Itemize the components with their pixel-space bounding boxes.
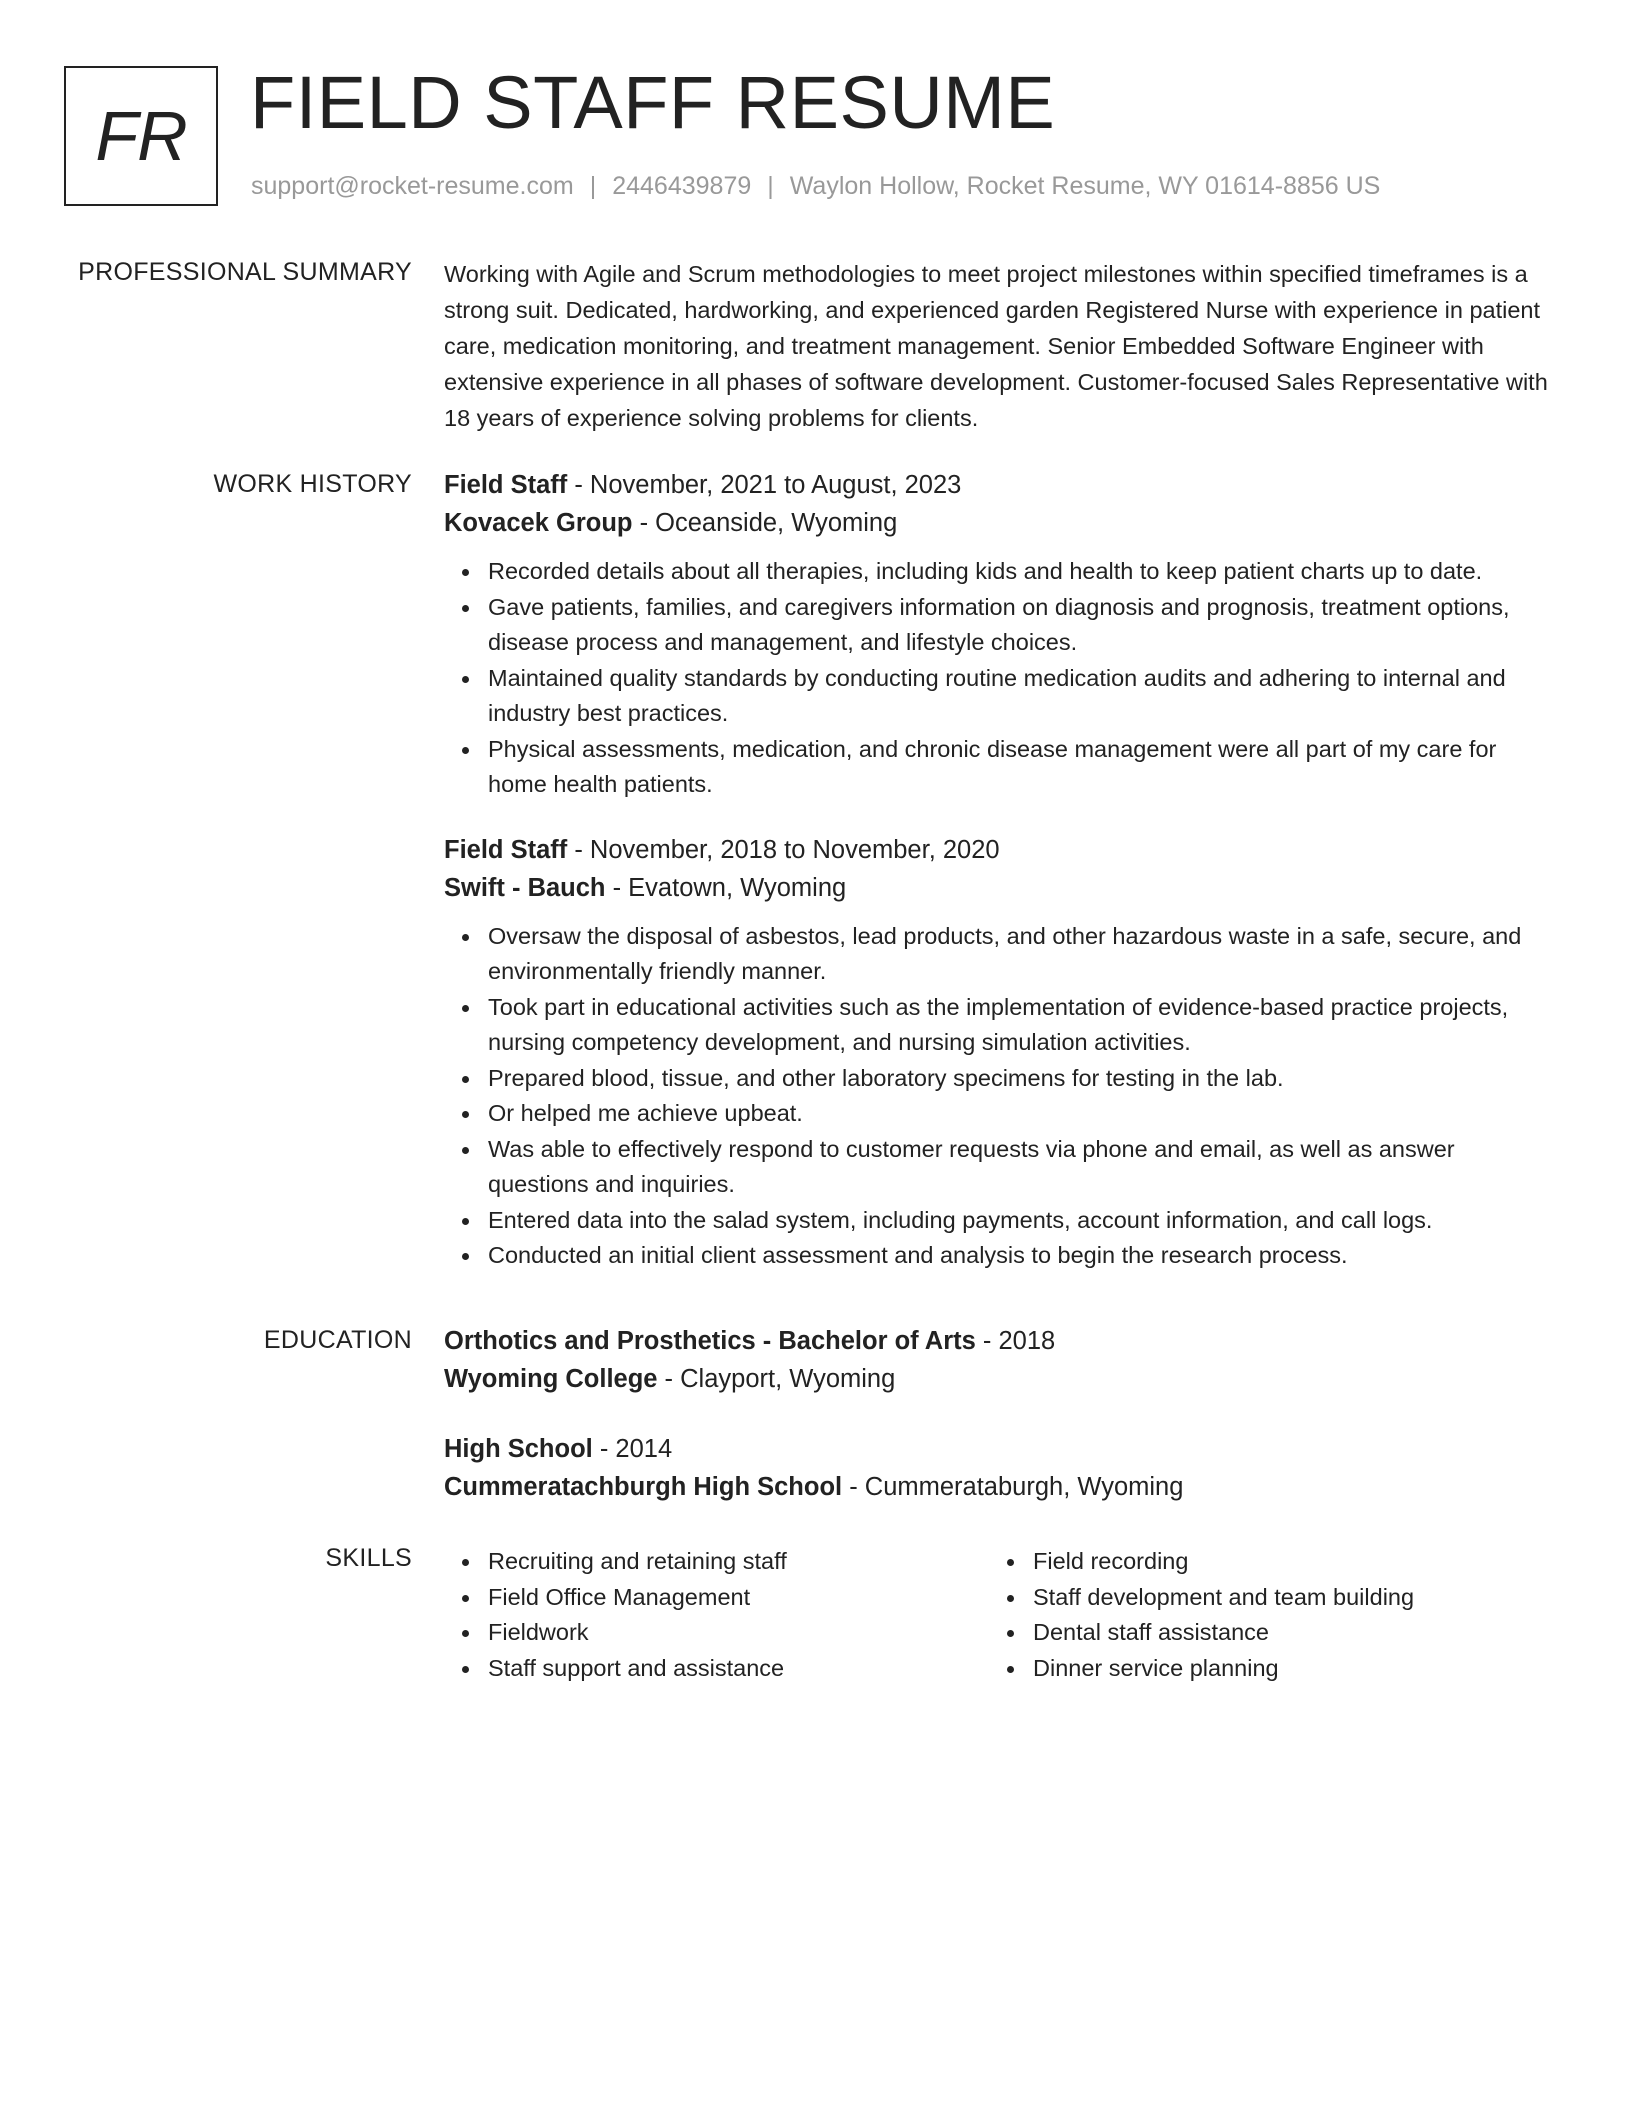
contact-separator: |: [589, 172, 597, 200]
job-company: Swift - Bauch: [444, 873, 606, 902]
monogram-box: FR: [64, 66, 218, 206]
work-history-body: [444, 466, 1556, 1274]
school-name: Wyoming College: [444, 1365, 658, 1393]
skills-body: [444, 1544, 1556, 1686]
degree-year: - 2014: [592, 1435, 673, 1463]
skill-item: Dental staff assistance: [1033, 1615, 1534, 1651]
skill-item: Staff development and team building: [1033, 1580, 1534, 1616]
school-line: [444, 1468, 1556, 1506]
job-entry: [444, 831, 1556, 1274]
list-item: Took part in educational activities such as the implementation of evidence-based practice projects, nursing competency development, and nursing simulation activities.: [488, 990, 1556, 1061]
job-entry: [444, 466, 1556, 803]
list-item: Gave patients, families, and caregivers information on diagnosis and prognosis, treatment options, disease process and management, and lifestyle choices.: [488, 590, 1556, 661]
degree-name: High School: [444, 1435, 593, 1463]
list-item: Maintained quality standards by conducting routine medication audits and adhering to internal and industry best practices.: [488, 661, 1556, 732]
job-title: Field Staff: [444, 835, 568, 864]
resume-title: FIELD STAFF RESUME: [250, 61, 1056, 144]
skills-list-right: [989, 1544, 1534, 1686]
degree-year: - 2018: [975, 1327, 1056, 1355]
skill-item: Fieldwork: [488, 1615, 989, 1651]
skills-grid: [444, 1544, 1556, 1686]
degree-line: [444, 1322, 1556, 1360]
list-item: Entered data into the salad system, including payments, account information, and call logs.: [488, 1203, 1556, 1239]
job-company-line: [444, 504, 1556, 542]
list-item: Prepared blood, tissue, and other laboratory specimens for testing in the lab.: [488, 1061, 1556, 1097]
school-location: - Cummerataburgh, Wyoming: [842, 1473, 1184, 1501]
school-line: [444, 1360, 1556, 1398]
skill-item: Recruiting and retaining staff: [488, 1544, 989, 1580]
job-title: Field Staff: [444, 471, 568, 499]
job-title-line: [444, 831, 1556, 869]
education-entry: [444, 1430, 1556, 1506]
school-name: Cummeratachburgh High School: [444, 1473, 843, 1501]
contact-email[interactable]: support@rocket-resume.com: [251, 172, 574, 200]
skill-item: Staff support and assistance: [488, 1651, 989, 1687]
job-location: - Oceanside, Wyoming: [632, 509, 898, 537]
list-item: Physical assessments, medication, and chronic disease management were all part of my care for home health patients.: [488, 732, 1556, 803]
job-company: Kovacek Group: [444, 509, 633, 537]
list-item: Recorded details about all therapies, including kids and health to keep patient charts up to date.: [488, 554, 1556, 590]
contact-separator: |: [767, 172, 774, 200]
degree-line: [444, 1430, 1556, 1468]
resume-header: [64, 61, 1568, 210]
summary-label: PROFESSIONAL SUMMARY: [78, 258, 412, 286]
job-bullets: [444, 554, 1556, 803]
job-company-line: [444, 869, 1556, 907]
contact-line: [251, 172, 1380, 201]
job-title-line: [444, 466, 1556, 504]
skills-label: SKILLS: [325, 1544, 412, 1572]
skill-item: Field recording: [1033, 1544, 1534, 1580]
contact-address: Waylon Hollow, Rocket Resume, WY 01614-8856 US: [789, 172, 1381, 200]
job-dates: - November, 2021 to August, 2023: [567, 471, 962, 499]
list-item: Was able to effectively respond to customer requests via phone and email, as well as answer questions and inquiries.: [488, 1132, 1556, 1203]
school-location: - Clayport, Wyoming: [657, 1365, 896, 1393]
degree-name: Orthotics and Prosthetics - Bachelor of Arts: [444, 1327, 976, 1355]
skill-item: Dinner service planning: [1033, 1651, 1534, 1687]
skill-item: Field Office Management: [488, 1580, 989, 1616]
skills-list-left: [444, 1544, 989, 1686]
job-location: - Evatown, Wyoming: [605, 873, 847, 902]
list-item: Conducted an initial client assessment and analysis to begin the research process.: [488, 1238, 1556, 1274]
summary-text: Working with Agile and Scrum methodologies to meet project milestones within specified timeframes is a strong suit. Dedicated, hardworking, and experienced garden Registered Nurse with experience in patient care, medication monitoring, and treatment management. Senior Embedded Software Engineer with extensive experience in all phases of software development. Customer-focused Sales Representative with 18 years of experience solving problems for clients.: [444, 261, 1548, 431]
work-history-label: WORK HISTORY: [213, 470, 412, 498]
list-item: Oversaw the disposal of asbestos, lead products, and other hazardous waste in a safe, secure, and environmentally friendly manner.: [488, 919, 1556, 990]
education-body: [444, 1322, 1556, 1506]
job-dates: - November, 2018 to November, 2020: [567, 835, 1000, 864]
education-entry: [444, 1322, 1556, 1398]
education-label: EDUCATION: [263, 1326, 412, 1354]
job-bullets: [444, 919, 1556, 1274]
list-item: Or helped me achieve upbeat.: [488, 1096, 1556, 1132]
summary-body: [444, 256, 1556, 436]
contact-phone[interactable]: 2446439879: [612, 172, 752, 200]
